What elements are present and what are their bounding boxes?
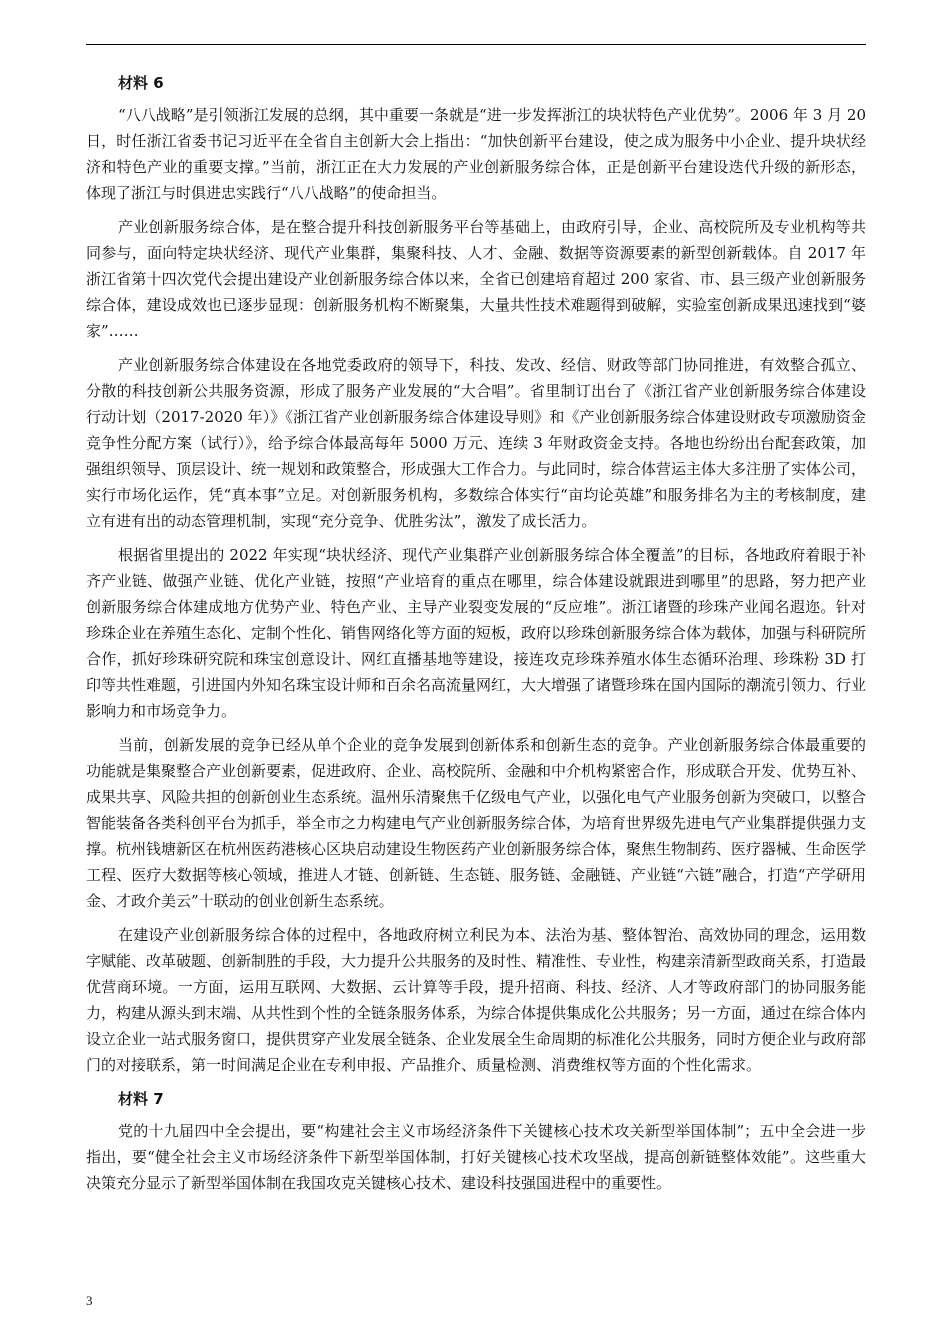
section-7-heading: 材料 7 bbox=[118, 1090, 164, 1108]
section-6-paragraph-2: 产业创新服务综合体，是在整合提升科技创新服务平台等基础上，由政府引导，企业、高校院所及专业机构等共同参与，面向特定块状经济、现代产业集群，集聚科技、人才、金融、数据等资源要素的新型创新载体。自 2017 年浙江省第十四次党代会提出建设产业创新服务综合体以来，全省已创建培育超过 200 家省、市、县三级产业创新服务综合体，建设成效也已逐步显现：创新服务机构不断聚集，大量共性技术难题得到破解，实验室创新成果迅速找到“婆家”…… bbox=[86, 218, 866, 340]
section-6-heading: 材料 6 bbox=[118, 74, 164, 92]
section-7-paragraph-1: 党的十九届四中全会提出，要“构建社会主义市场经济条件下关键核心技术攻关新型举国体制”；五中全会进一步指出，要“健全社会主义市场经济条件下新型举国体制，打好关键核心技术攻坚战，提高创新链整体效能”。这些重大决策充分显示了新型举国体制在我国攻克关键核心技术、建设科技强国进程中的重要性。 bbox=[86, 1122, 866, 1192]
section-6-paragraph-1: “八八战略”是引领浙江发展的总纲，其中重要一条就是“进一步发挥浙江的块状特色产业优势”。2006 年 3 月 20 日，时任浙江省委书记习近平在全省自主创新大会上指出：“加快创新平台建设，使之成为服务中小企业、提升块状经济和特色产业的重要支撑。”当前，浙江正在大力发展的产业创新服务综合体，正是创新平台建设迭代升级的新形态，体现了浙江与时俱进忠实践行“八八战略”的使命担当。 bbox=[86, 106, 866, 202]
page-number: 3 bbox=[86, 1293, 93, 1308]
section-6-paragraph-5: 当前，创新发展的竞争已经从单个企业的竞争发展到创新体系和创新生态的竞争。产业创新服务综合体最重要的功能就是集聚整合产业创新要素，促进政府、企业、高校院所、金融和中介机构紧密合作，形成联合开发、优势互补、成果共享、风险共担的创新创业生态系统。温州乐清聚焦千亿级电气产业，以强化电气产业服务创新为突破口，以整合智能装备各类科创平台为抓手，举全市之力构建电气产业创新服务综合体，为培育世界级先进电气产业集群提供强力支撑。杭州钱塘新区在杭州医药港核心区块启动建设生物医药产业创新服务综合体，聚焦生物制药、医疗器械、生命医学工程、医疗大数据等核心领域，推进人才链、创新链、生态链、服务链、金融链、产业链“六链”融合，打造“产学研用金、才政介美云”十联动的创业创新生态系统。 bbox=[86, 736, 867, 910]
document-body bbox=[86, 70, 866, 1204]
section-6-paragraph-3: 产业创新服务综合体建设在各地党委政府的领导下，科技、发改、经信、财政等部门协同推进，有效整合孤立、分散的科技创新公共服务资源，形成了服务产业发展的“大合唱”。省里制订出台了《浙江省产业创新服务综合体建设行动计划（2017-2020 年）》《浙江省产业创新服务综合体建设导则》和《产业创新服务综合体建设财政专项激励资金竞争性分配方案（试行）》，给予综合体最高每年 5000 万元、连续 3 年财政资金支持。各地也纷纷出台配套政策，加强组织领导、顶层设计、统一规划和政策整合，形成强大工作合力。与此同时，综合体营运主体大多注册了实体公司，实行市场化运作，凭“真本事”立足。对创新服务机构，多数综合体实行“亩均论英雄”和服务排名为主的考核制度，建立有进有出的动态管理机制，实现“充分竞争、优胜劣汰”，激发了成长活力。 bbox=[86, 356, 867, 530]
header-rule bbox=[86, 44, 866, 45]
section-6-paragraph-6: 在建设产业创新服务综合体的过程中，各地政府树立利民为本、法治为基、整体智治、高效协同的理念，运用数字赋能、改革破题、创新制胜的手段，大力提升公共服务的及时性、精准性、专业性，构建亲清新型政商关系，打造最优营商环境。一方面，运用互联网、大数据、云计算等手段，提升招商、科技、经济、人才等政府部门的协同服务能力，构建从源头到末端、从共性到个性的全链条服务体系，为综合体提供集成化公共服务；另一方面，通过在综合体内设立企业一站式服务窗口，提供贯穿产业发展全链条、企业发展全生命周期的标准化公共服务，同时方便企业与政府部门的对接联系，第一时间满足企业在专利申报、产品推介、质量检测、消费维权等方面的个性化需求。 bbox=[86, 926, 867, 1074]
section-6-paragraph-4: 根据省里提出的 2022 年实现“块状经济、现代产业集群产业创新服务综合体全覆盖”的目标，各地政府着眼于补齐产业链、做强产业链、优化产业链，按照“产业培育的重点在哪里，综合体建设就跟进到哪里”的思路，努力把产业创新服务综合体建成地方优势产业、特色产业、主导产业裂变发展的“反应堆”。浙江诸暨的珍珠产业闻名遐迩。针对珍珠企业在养殖生态化、定制个性化、销售网络化等方面的短板，政府以珍珠创新服务综合体为载体，加强与科研院所合作，抓好珍珠研究院和珠宝创意设计、网红直播基地等建设，接连攻克珍珠养殖水体生态循环治理、珍珠粉 3D 打印等共性难题，引进国内外知名珠宝设计师和百余名高流量网红，大大增强了诸暨珍珠在国内国际的潮流引领力、行业影响力和市场竞争力。 bbox=[86, 546, 867, 720]
